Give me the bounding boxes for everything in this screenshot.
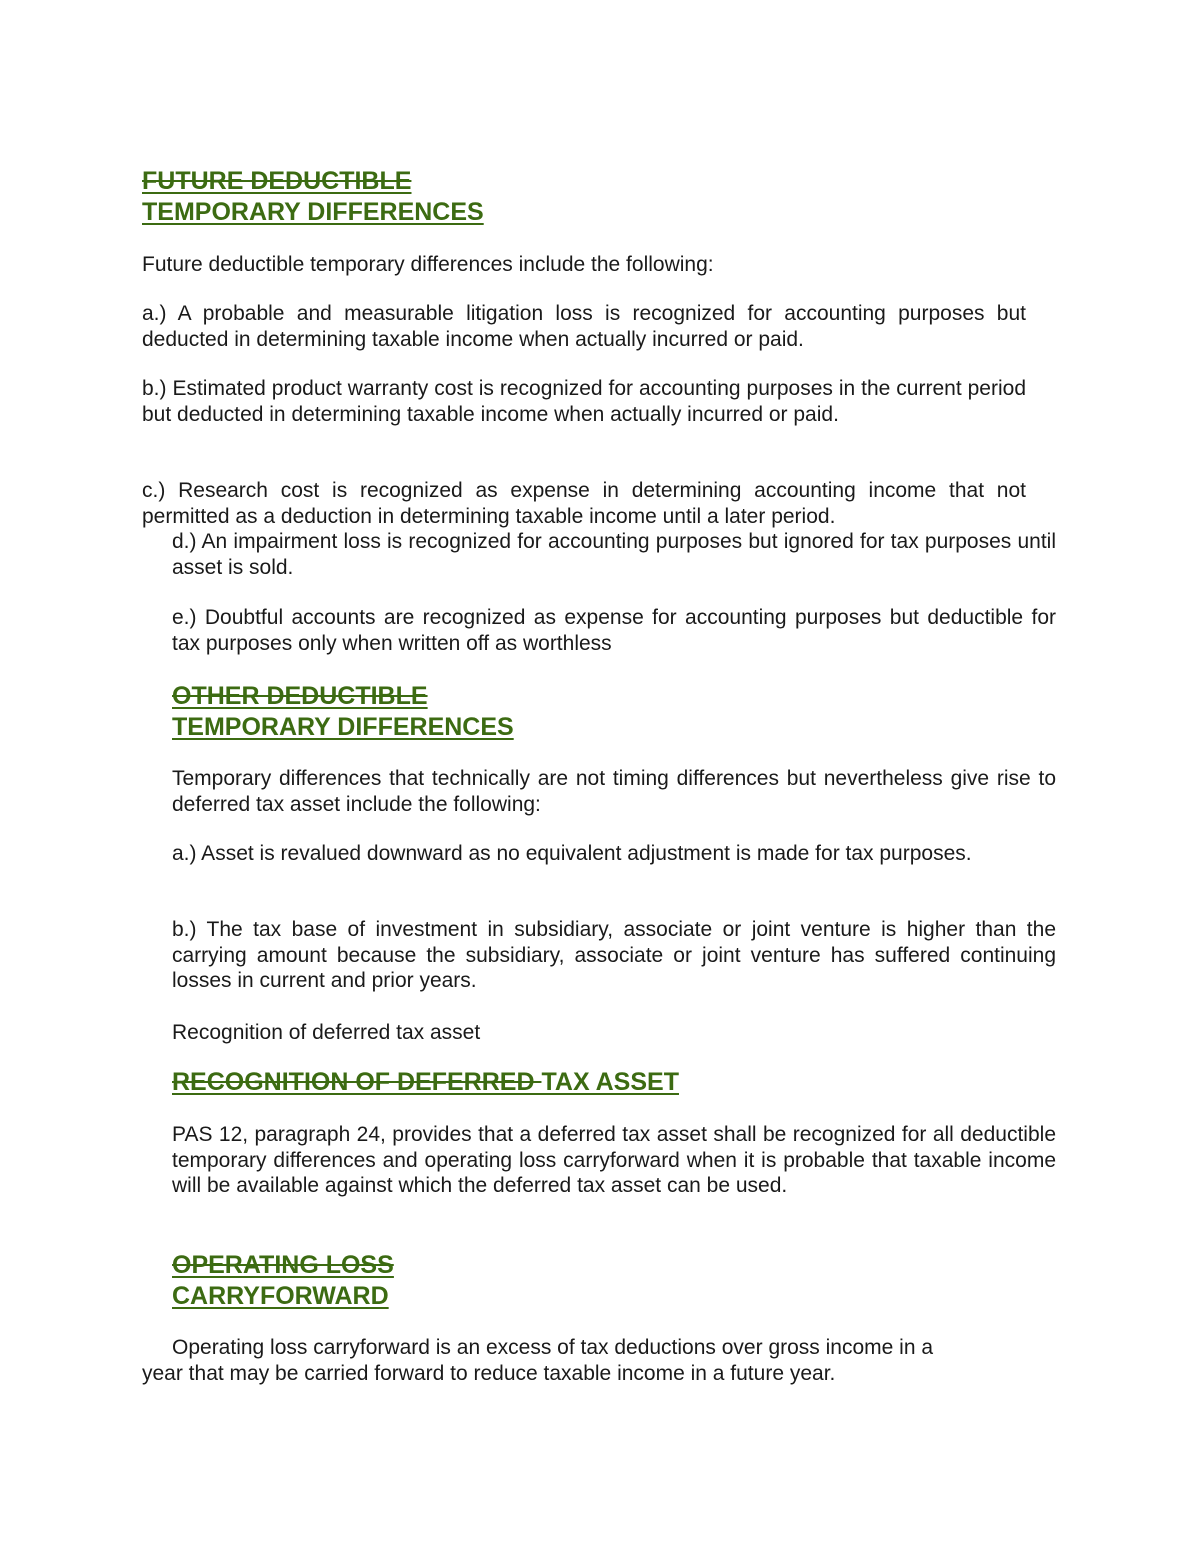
future-item-b: b.) Estimated product warranty cost is recognized for accounting purposes in the current period but deducted in determining taxable income when actually incurred or paid.: [142, 377, 1026, 426]
recognition-body: PAS 12, paragraph 24, provides that a deferred tax asset shall be recognized for all deductible temporary differences and operating loss carryforward when it is probable that taxable income will be available against which the deferred tax asset can be used.: [172, 1123, 1056, 1197]
heading-line-2: CARRYFORWARD: [172, 1282, 389, 1310]
carryforward-body: [142, 1335, 1042, 1386]
heading-future-deductible: [142, 166, 484, 228]
heading-line-1: OPERATING LOSS: [172, 1251, 394, 1279]
other-intro: Temporary differences that technically are not timing differences but nevertheless give rise to deferred tax asset include the following:: [172, 767, 1056, 816]
carryforward-line-1: Operating loss carryforward is an excess of tax deductions over gross income in a: [172, 1336, 934, 1359]
recognition-note: Recognition of deferred tax asset: [172, 1021, 481, 1044]
future-item-a: a.) A probable and measurable litigation loss is recognized for accounting purposes but deducted in determining taxable income when actually incurred or paid.: [142, 302, 1026, 351]
other-item-a: a.) Asset is revalued downward as no equivalent adjustment is made for tax purposes.: [172, 842, 972, 865]
future-item-e: e.) Doubtful accounts are recognized as expense for accounting purposes but deductible for tax purposes only when written off as worthless: [172, 606, 1056, 655]
heading-line-2: TEMPORARY DIFFERENCES: [172, 713, 514, 741]
future-item-c: c.) Research cost is recognized as expense in determining accounting income that not permitted as a deduction in determining taxable income until a later period.: [142, 479, 1026, 528]
heading-struck-part: RECOGNITION OF DEFERRED: [172, 1068, 542, 1096]
heading-plain-part: TAX ASSET: [541, 1068, 679, 1096]
heading-line-2: TEMPORARY DIFFERENCES: [142, 198, 484, 226]
future-item-d: d.) An impairment loss is recognized for accounting purposes but ignored for tax purposes until asset is sold.: [172, 530, 1056, 579]
future-intro: Future deductible temporary differences include the following:: [142, 253, 714, 276]
heading-line-1: OTHER DEDUCTIBLE: [172, 682, 428, 710]
carryforward-line-2: year that may be carried forward to reduce taxable income in a future year.: [142, 1361, 836, 1385]
heading-operating-loss: [172, 1250, 394, 1312]
other-item-b: b.) The tax base of investment in subsidiary, associate or joint venture is higher than the carrying amount because the subsidiary, associate or joint venture has suffered continuing losses in current and prior years.: [172, 918, 1056, 992]
heading-line-1: FUTURE DEDUCTIBLE: [142, 167, 412, 195]
heading-other-deductible: [172, 681, 514, 743]
heading-recognition: [172, 1067, 679, 1098]
